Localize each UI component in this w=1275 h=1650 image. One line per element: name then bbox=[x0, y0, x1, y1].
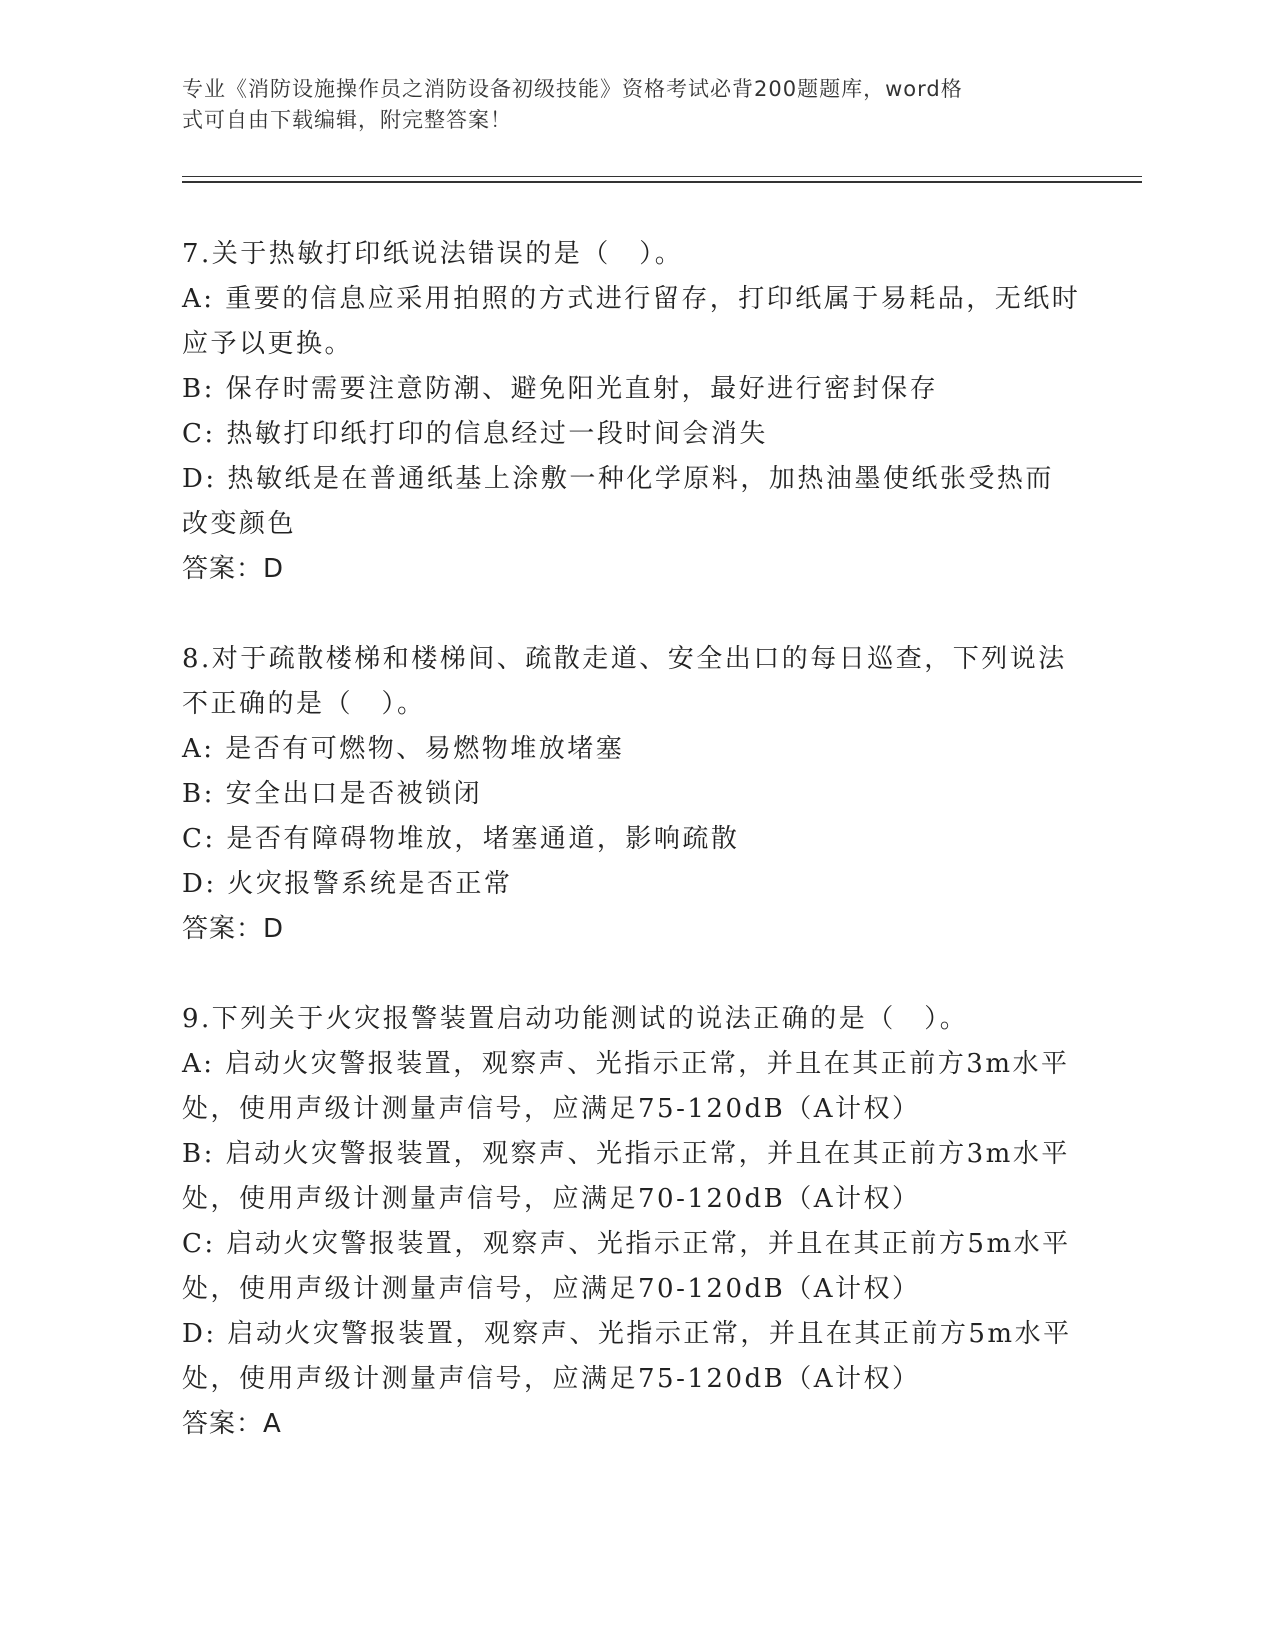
option-a: A: 重要的信息应采用拍照的方式进行留存，打印纸属于易耗品，无纸时应予以更换。 bbox=[182, 284, 1081, 359]
question-spacer bbox=[182, 592, 1082, 637]
answer-line: 答案：D bbox=[182, 554, 285, 584]
option-d: D: 启动火灾警报装置，观察声、光指示正常，并且在其正前方5m水平处，使用声级计测量声信号，应满足75-120dB（A计权） bbox=[182, 1319, 1072, 1394]
question-stem: 7.关于热敏打印纸说法错误的是（ ）。 bbox=[182, 239, 684, 269]
header-divider-thin bbox=[182, 176, 1142, 177]
header-line-1: 专业《消防设施操作员之消防设备初级技能》资格考试必背200题题库，word格 bbox=[182, 77, 963, 101]
header-line-2: 式可自由下载编辑，附完整答案！ bbox=[182, 108, 512, 132]
document-header bbox=[182, 74, 1062, 136]
option-c: C: 热敏打印纸打印的信息经过一段时间会消失 bbox=[182, 419, 768, 449]
question-spacer bbox=[182, 952, 1082, 997]
answer-line: 答案：D bbox=[182, 914, 285, 944]
option-a: A: 启动火灾警报装置，观察声、光指示正常，并且在其正前方3m水平处，使用声级计测量声信号，应满足75-120dB（A计权） bbox=[182, 1049, 1070, 1124]
question-list bbox=[182, 232, 1082, 1447]
question-9 bbox=[182, 997, 1082, 1447]
option-d: D: 热敏纸是在普通纸基上涂敷一种化学原料，加热油墨使纸张受热而改变颜色 bbox=[182, 464, 1054, 539]
option-d: D: 火灾报警系统是否正常 bbox=[182, 869, 513, 899]
answer-line: 答案：A bbox=[182, 1409, 282, 1439]
option-b: B: 启动火灾警报装置，观察声、光指示正常，并且在其正前方3m水平处，使用声级计测量声信号，应满足70-120dB（A计权） bbox=[182, 1139, 1070, 1214]
question-8 bbox=[182, 637, 1082, 952]
option-c: C: 启动火灾警报装置，观察声、光指示正常，并且在其正前方5m水平处，使用声级计测量声信号，应满足70-120dB（A计权） bbox=[182, 1229, 1071, 1304]
option-c: C: 是否有障碍物堆放，堵塞通道，影响疏散 bbox=[182, 824, 740, 854]
option-b: B: 保存时需要注意防潮、避免阳光直射，最好进行密封保存 bbox=[182, 374, 939, 404]
option-b: B: 安全出口是否被锁闭 bbox=[182, 779, 483, 809]
question-stem: 9.下列关于火灾报警装置启动功能测试的说法正确的是（ ）。 bbox=[182, 1004, 969, 1034]
question-7 bbox=[182, 232, 1082, 592]
question-stem: 8.对于疏散楼梯和楼梯间、疏散走道、安全出口的每日巡查，下列说法不正确的是（ ）。 bbox=[182, 644, 1067, 719]
header-divider-thick bbox=[182, 181, 1142, 183]
option-a: A: 是否有可燃物、易燃物堆放堵塞 bbox=[182, 734, 625, 764]
